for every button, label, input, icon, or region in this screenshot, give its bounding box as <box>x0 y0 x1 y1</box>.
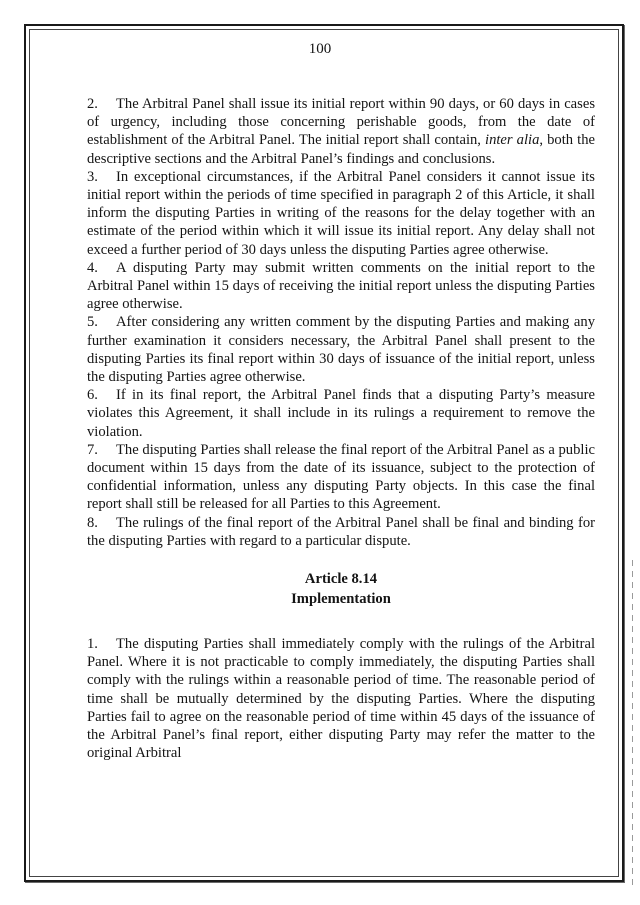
paragraph-text: The rulings of the final report of the Arbitral Panel shall be final and binding for the disputing Parties with regard to a particular dispute. <box>87 514 595 549</box>
paragraph-text: If in its final report, the Arbitral Panel finds that a disputing Party’s measure violates this Agreement, it shall include in its rulings a requirement to remove the violation. <box>87 387 595 440</box>
article-heading <box>87 569 595 609</box>
article-title: Implementation <box>291 591 391 608</box>
paragraph-text: After considering any written comment by the disputing Parties and making any further examination it considers necessary, the Arbitral Panel shall present to the disputing Parties its final report within 30 days of issuance of the initial report, unless the disputing Parties agree otherwise. <box>87 314 595 386</box>
paragraph-2 <box>87 95 595 168</box>
paragraph-number: 5. <box>87 314 98 331</box>
paragraph-text: A disputing Party may submit written comments on the initial report to the Arbitral Panel within 15 days of receiving the initial report unless the disputing Parties agree otherwise. <box>87 259 595 313</box>
paragraph-7 <box>87 441 595 514</box>
paragraph-3 <box>87 168 595 259</box>
document-body <box>87 95 595 763</box>
paragraph-text: , both the descriptive sections and the Arbitral Panel’s findings and conclusions. <box>87 132 595 167</box>
paragraph-5 <box>87 313 595 386</box>
paragraph-6 <box>87 386 595 441</box>
paragraph-number: 6. <box>87 387 98 404</box>
paragraph-8 <box>87 514 595 550</box>
paragraph-italic-text: inter alia <box>485 132 540 149</box>
article-number: Article 8.14 <box>304 571 378 588</box>
paragraph-text: The disputing Parties shall immediately comply with the rulings of the Arbitral Panel. Where it is not practicable to comply immediately, the disputing Parties shall comply with the rulings within a reasonable period of time. The reasonable period of time shall be mutually determined by the disputing Parties. Where the disputing Parties fail to agree on the reasonable period of time within 45 days of the issuance of the Arbitral Panel’s final report, either disputing Party may refer the matter to the original Arbitral <box>87 636 595 762</box>
paragraph-text: The Arbitral Panel shall issue its initial report within 90 days, or 60 days in cases of urgency, including those concerning perishable goods, from the date of establishment of the Arbitral Panel. The initial report shall contain, <box>87 96 595 149</box>
paragraph-number: 4. <box>87 259 98 276</box>
paragraph-text: The disputing Parties shall release the final report of the Arbitral Panel as a public document within 15 days from the date of its issuance, subject to the protection of confidential information, unless any disputing Party objects. In this case the final report shall still be released for all Parties to this Agreement. <box>87 441 595 513</box>
paragraph-number: 7. <box>87 441 98 458</box>
paragraph-text: In exceptional circumstances, if the Arbitral Panel considers it cannot issue its initial report within the periods of time specified in paragraph 2 of this Article, it shall inform the disputing Parties in writing of the reasons for the delay together with an estimate of the period within which it will issue its initial report. Any delay shall not exceed a further period of 30 days unless the disputing Parties agree otherwise. <box>87 168 595 258</box>
paragraph-number: 3. <box>87 168 98 185</box>
paragraph-4 <box>87 259 595 314</box>
paragraph-number: 1. <box>87 636 98 653</box>
paragraph-number: 2. <box>87 96 98 112</box>
scan-edge-mark <box>632 560 633 890</box>
paragraph-1 <box>87 635 595 762</box>
paragraph-number: 8. <box>87 514 98 531</box>
page-number: 100 <box>308 41 332 57</box>
